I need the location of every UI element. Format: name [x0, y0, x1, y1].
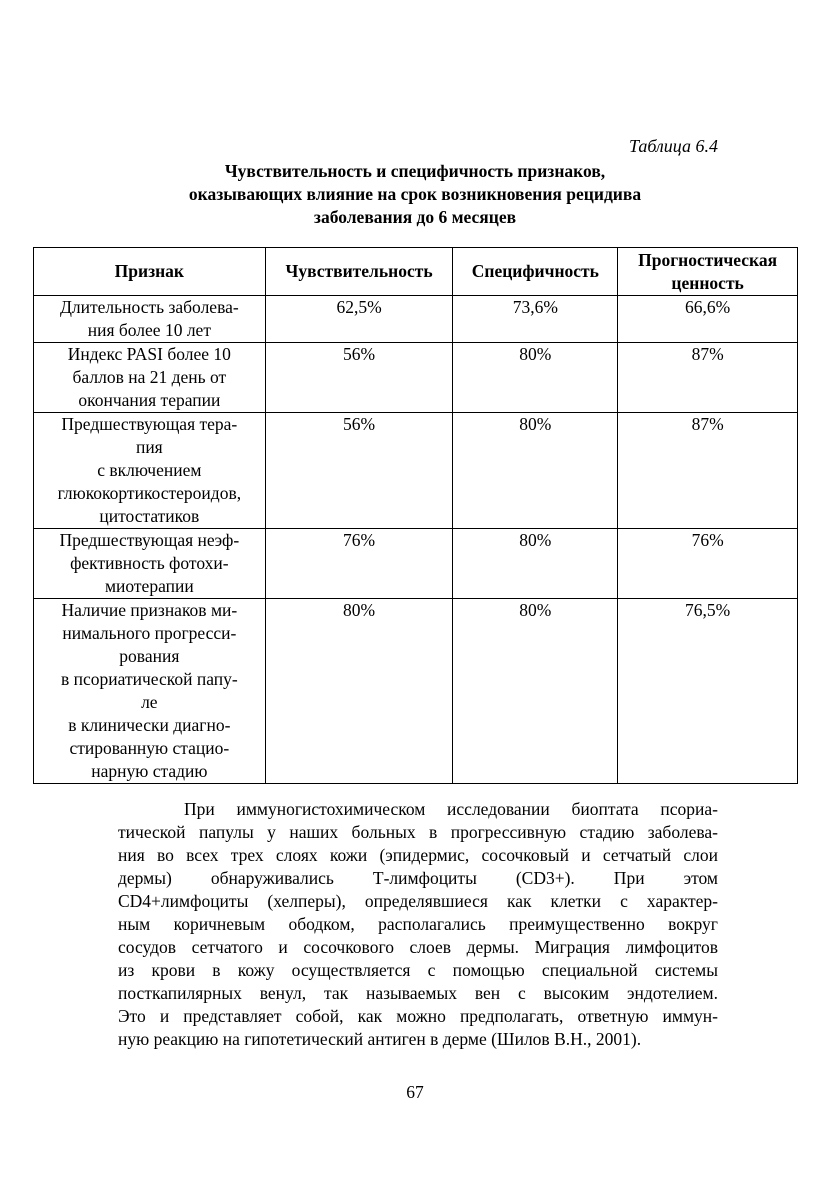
results-table — [33, 247, 798, 784]
column-header-sensitivity: Чувствительность — [265, 248, 453, 296]
column-header-prognostic-label: Прогностическая ценность — [638, 249, 778, 293]
body-text-line: посткапилярных венул, так называемых вен с высоким эндотелием. — [118, 983, 718, 1003]
page-number: 67 — [406, 1082, 424, 1102]
cell-sign-line: в псориатической папу- — [61, 669, 238, 689]
cell-sign-line: Предшествующая тера- — [61, 414, 238, 434]
body-text-line: ным коричневым ободком, располагались преимущественно вокруг — [118, 914, 718, 934]
cell-sign-line: миотерапии — [104, 576, 194, 596]
body-text-line: При иммуногистохимическом исследовании биоптата псориа- — [184, 799, 718, 819]
body-text-line: ную реакцию на гипотетический антиген в дерме (Шилов В.Н., 2001). — [118, 1029, 642, 1049]
cell-specificity: 80% — [453, 529, 618, 599]
body-text-line: дермы) обнаруживались Т-лимфоциты (CD3+). При этом — [118, 868, 718, 888]
column-header-sign: Признак — [34, 248, 266, 296]
cell-sign-line: пия — [135, 437, 163, 457]
cell-sign-line: нимального прогресси- — [62, 623, 237, 643]
cell-sign — [34, 599, 266, 784]
cell-sign-line: баллов на 21 день от — [72, 367, 227, 387]
table-title-line: заболевания до 6 месяцев — [313, 207, 517, 227]
cell-sign-line: Длительность заболева- — [59, 297, 239, 317]
column-header-specificity: Специфичность — [453, 248, 618, 296]
cell-sensitivity: 62,5% — [265, 296, 453, 343]
cell-sign-line: фективность фотохи- — [70, 553, 229, 573]
body-text-line: Это и представляет собой, как можно предполагать, ответную иммун- — [118, 1006, 718, 1026]
cell-sign-line: рования — [119, 646, 180, 666]
cell-sign-line: стированную стацио- — [69, 738, 230, 758]
cell-prognostic: 87% — [618, 343, 798, 413]
table-row — [34, 599, 798, 784]
cell-sign-line: ния более 10 лет — [87, 320, 211, 340]
cell-sign-line: Наличие признаков ми- — [61, 600, 238, 620]
cell-sign — [34, 529, 266, 599]
cell-sensitivity: 56% — [265, 343, 453, 413]
column-header-prognostic — [618, 248, 798, 296]
table-caption: Таблица 6.4 — [628, 136, 718, 156]
body-paragraph — [118, 798, 718, 1051]
cell-sign-line: в клинически диагно- — [68, 715, 231, 735]
cell-sensitivity: 80% — [265, 599, 453, 784]
cell-sign-line: цитостатиков — [99, 506, 200, 526]
cell-specificity: 73,6% — [453, 296, 618, 343]
table-row — [34, 343, 798, 413]
cell-sensitivity: 56% — [265, 413, 453, 529]
cell-sign-line: Индекс PASI более 10 — [67, 344, 231, 364]
cell-sign-line: нарную стадию — [91, 761, 208, 781]
cell-sign-line: с включением — [97, 460, 202, 480]
cell-prognostic: 76,5% — [618, 599, 798, 784]
cell-prognostic: 66,6% — [618, 296, 798, 343]
cell-sign — [34, 296, 266, 343]
cell-sign-line: глюкокортикостероидов, — [57, 483, 242, 503]
cell-sign — [34, 343, 266, 413]
table-body — [34, 296, 798, 784]
table-title-line: Чувствительность и специфичность признаков, — [224, 161, 606, 181]
table-row — [34, 413, 798, 529]
cell-sign — [34, 413, 266, 529]
cell-specificity: 80% — [453, 413, 618, 529]
cell-prognostic: 87% — [618, 413, 798, 529]
body-text-line: тической папулы у наших больных в прогрессивную стадию заболева- — [118, 822, 718, 842]
body-text-line: сосудов сетчатого и сосочкового слоев дермы. Миграция лимфоцитов — [118, 937, 718, 957]
cell-sign-line: окончания терапии — [78, 390, 221, 410]
table-title — [0, 160, 830, 229]
table-header-row — [34, 248, 798, 296]
body-text-line: из крови в кожу осуществляется с помощью специальной системы — [118, 960, 718, 980]
table-title-line: оказывающих влияние на срок возникновения рецидива — [188, 184, 642, 204]
cell-prognostic: 76% — [618, 529, 798, 599]
table-row — [34, 296, 798, 343]
cell-specificity: 80% — [453, 343, 618, 413]
cell-sign-line: ле — [141, 692, 158, 712]
body-text-line: CD4+лимфоциты (хелперы), определявшиеся как клетки с характер- — [118, 891, 718, 911]
table-row — [34, 529, 798, 599]
cell-sign-line: Предшествующая неэф- — [59, 530, 240, 550]
body-text-line: ния во всех трех слоях кожи (эпидермис, сосочковый и сетчатый слои — [118, 845, 718, 865]
cell-sensitivity: 76% — [265, 529, 453, 599]
cell-specificity: 80% — [453, 599, 618, 784]
